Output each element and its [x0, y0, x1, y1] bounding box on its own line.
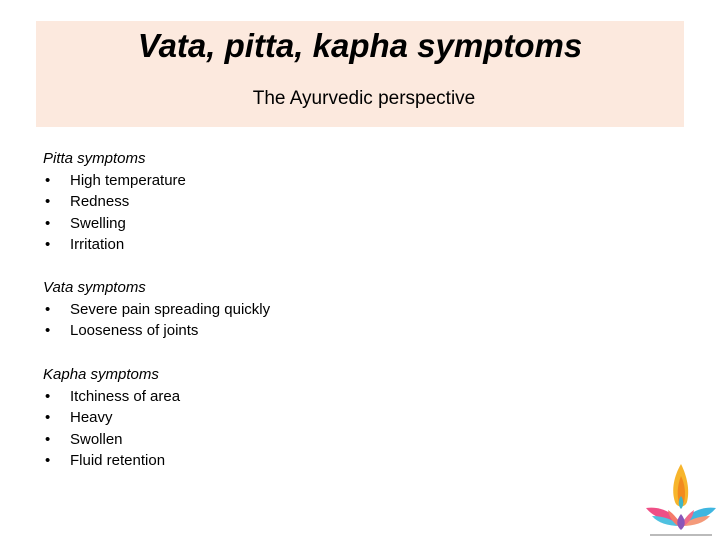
- item-text: Swelling: [70, 214, 126, 232]
- item-text: High temperature: [70, 171, 186, 189]
- list-item: • Heavy: [45, 409, 113, 427]
- list-item: • Swollen: [45, 430, 123, 448]
- kapha-section: [43, 364, 180, 472]
- item-text: Itchiness of area: [70, 387, 181, 405]
- item-text: Heavy: [70, 409, 113, 427]
- list-item: • Irritation: [45, 236, 125, 254]
- list-item: • Swelling: [45, 214, 126, 232]
- slide-title: Vata, pitta, kapha symptoms: [137, 27, 583, 64]
- item-text: Swollen: [70, 430, 123, 448]
- item-text: Redness: [70, 193, 130, 211]
- list-item: • Itchiness of area: [45, 387, 181, 405]
- item-text: Severe pain spreading quickly: [70, 300, 271, 318]
- item-text: Looseness of joints: [70, 322, 199, 340]
- section-heading: Kapha symptoms: [43, 366, 159, 383]
- vata-section: [43, 277, 270, 342]
- list-item: • Redness: [45, 193, 130, 211]
- lotus-flame-logo: [640, 462, 720, 540]
- section-heading: Pitta symptoms: [43, 150, 146, 167]
- item-text: Irritation: [70, 236, 125, 254]
- list-item: • Fluid retention: [45, 452, 166, 470]
- slide-subtitle: The Ayurvedic perspective: [252, 88, 476, 109]
- list-item: • Looseness of joints: [45, 322, 199, 340]
- list-item: • High temperature: [45, 171, 186, 189]
- pitta-section: [43, 148, 186, 256]
- list-item: • Severe pain spreading quickly: [45, 300, 271, 318]
- section-heading: Vata symptoms: [43, 279, 146, 296]
- item-text: Fluid retention: [70, 452, 166, 470]
- title-banner: [36, 21, 684, 127]
